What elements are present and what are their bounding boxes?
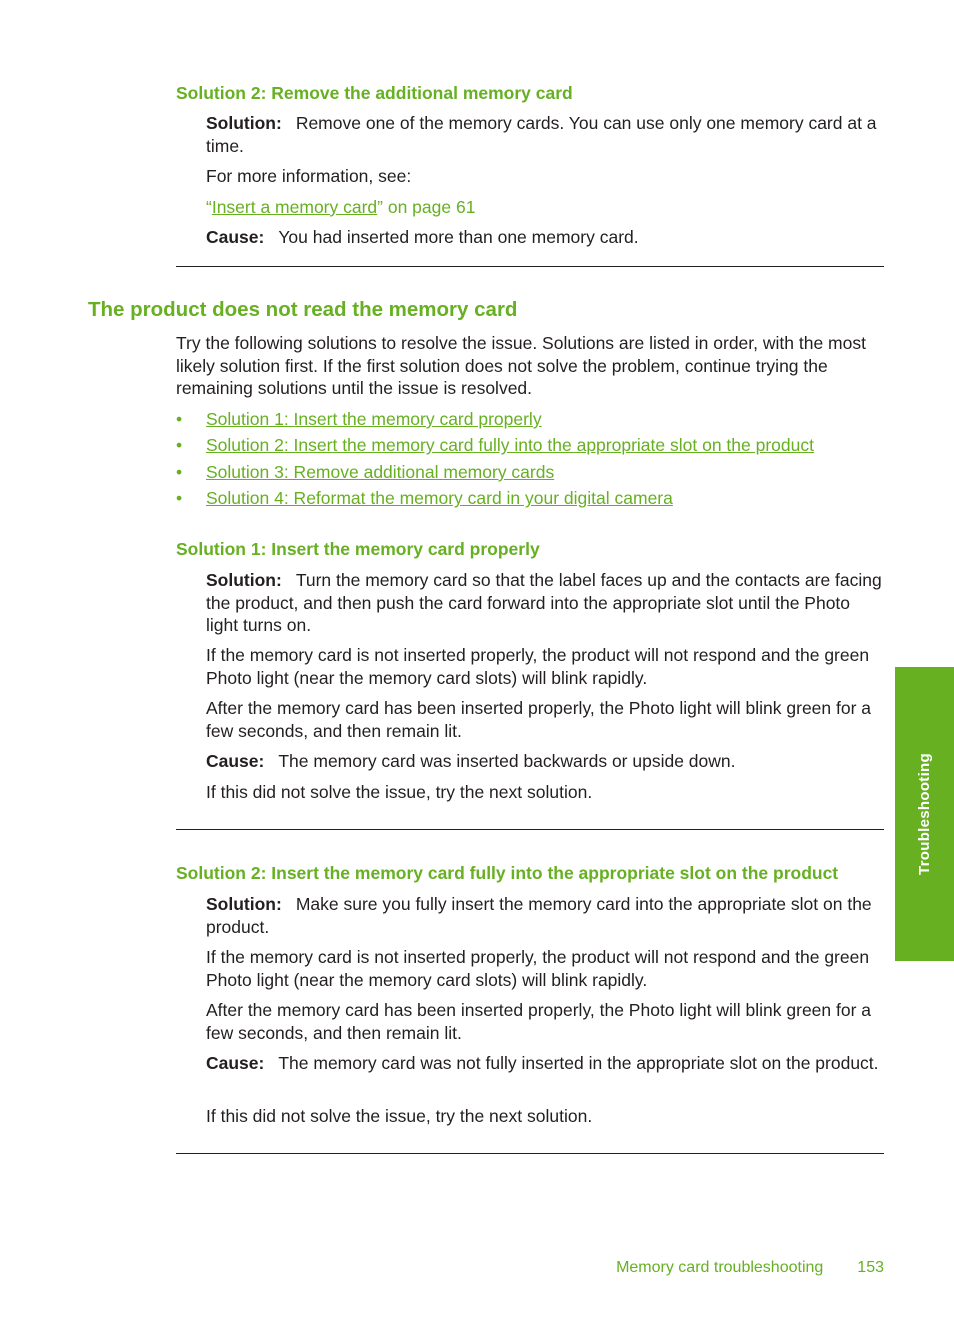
solution-label: Solution: [206,894,282,914]
chapter-side-tab [895,667,954,961]
divider [176,266,884,267]
heading-remove-additional-card: Solution 2: Remove the additional memory card [176,83,573,103]
bullet: • [176,435,183,456]
bullet: • [176,409,183,429]
solution-paragraph [206,893,886,938]
cause-text: You had inserted more than one memory card. [278,227,639,247]
cause-paragraph [206,1052,886,1075]
quote-open: “ [206,197,212,217]
heading-solution-2: Solution 2: Insert the memory card fully into the appropriate slot on the product [176,863,839,883]
list-item [176,408,886,434]
not-inserted-paragraph: If the memory card is not inserted properly, the product will not respond and the green Photo light (near the memory card slots) will blink rapidly. [206,645,870,688]
solution-text: Remove one of the memory cards. You can use only one memory card at a time. [206,113,877,156]
footer-chapter-title: Memory card troubleshooting [616,1259,824,1276]
page-reference: ” on page 61 [377,197,476,217]
cause-paragraph [206,750,886,773]
solution-label: Solution: [206,570,282,590]
insert-memory-card-link[interactable]: Insert a memory card [211,197,378,217]
bullet: • [176,461,183,482]
divider [176,1153,884,1154]
solution-paragraph [206,569,886,637]
list-item [176,434,886,460]
heading-solution-1: Solution 1: Insert the memory card properly [176,539,540,559]
solution-text: Turn the memory card so that the label faces up and the contacts are facing the product, and then push the card forward into the appropriate slot until the Photo light turns on. [206,570,882,635]
cause-label: Cause: [206,1053,265,1073]
cause-label: Cause: [206,227,265,247]
bullet: • [176,488,183,509]
not-inserted-paragraph: If the memory card is not inserted properly, the product will not respond and the green Photo light (near the memory card slots) will blink rapidly. [206,947,870,990]
more-info-text: For more information, see: [206,166,412,186]
cross-reference [206,196,886,219]
solution-3-link[interactable]: Solution 3: Remove additional memory cards [206,461,555,482]
chapter-side-tab-label: Troubleshooting [915,753,933,875]
cause-text: The memory card was not fully inserted in the appropriate slot on the product. [278,1053,879,1073]
page-number: 153 [857,1259,884,1276]
solution-label: Solution: [206,113,282,133]
next-solution-text: If this did not solve the issue, try the next solution. [206,1106,593,1126]
section-heading: The product does not read the memory card [88,298,518,321]
cause-text: The memory card was inserted backwards or upside down. [278,751,736,771]
solution-1-link[interactable]: Solution 1: Insert the memory card properly [206,409,542,429]
inserted-paragraph: After the memory card has been inserted properly, the Photo light will blink green for a few seconds, and then remain lit. [206,698,872,741]
solutions-list [176,408,886,514]
cause-paragraph [206,226,886,249]
next-solution-text: If this did not solve the issue, try the next solution. [206,782,593,802]
page-footer [616,1257,884,1280]
section-intro: Try the following solutions to resolve the issue. Solutions are listed in order, with the most likely solution first. If the first solution does not solve the problem, continue trying the remaining solutions until the issue is resolved. [176,333,866,398]
list-item [176,487,886,513]
inserted-paragraph: After the memory card has been inserted properly, the Photo light will blink green for a few seconds, and then remain lit. [206,1000,872,1043]
cause-label: Cause: [206,751,265,771]
solution-paragraph [206,112,886,157]
solution-4-link[interactable]: Solution 4: Reformat the memory card in your digital camera [206,488,673,509]
divider [176,829,884,830]
solution-2-link[interactable]: Solution 2: Insert the memory card fully into the appropriate slot on the product [206,435,814,456]
list-item [176,461,886,487]
solution-text: Make sure you fully insert the memory card into the appropriate slot on the product. [206,894,872,937]
